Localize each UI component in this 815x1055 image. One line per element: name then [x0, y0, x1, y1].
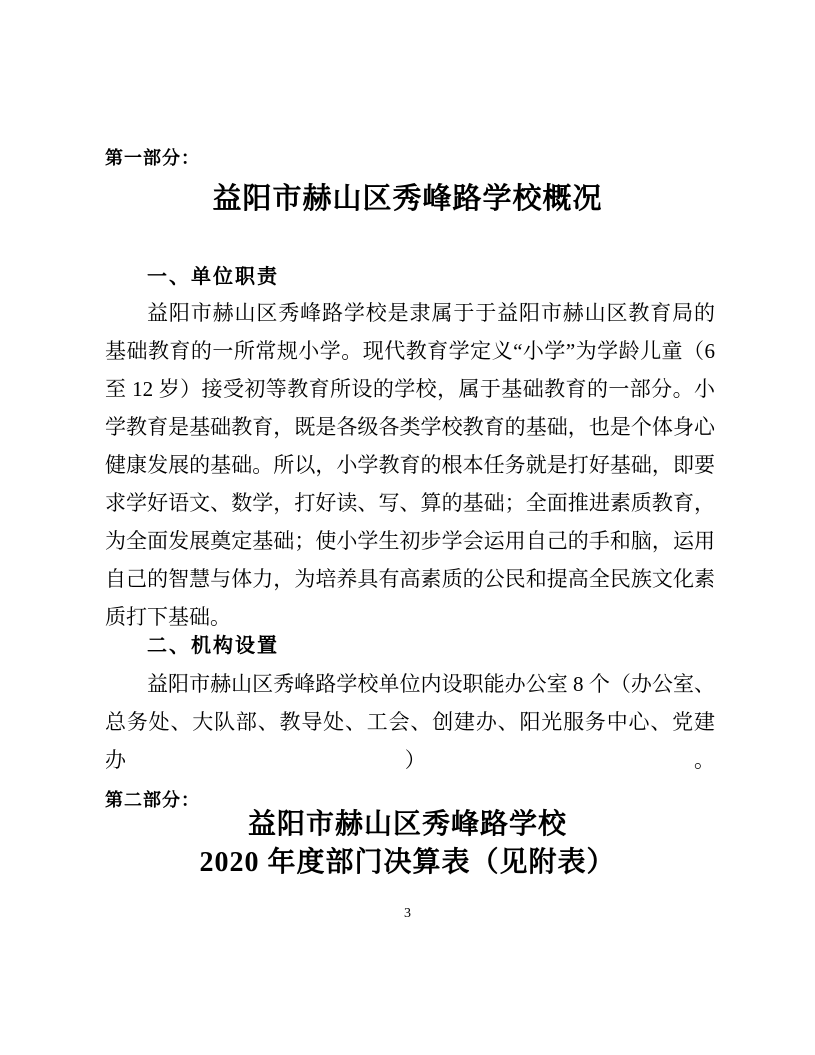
paragraph-line: 求学好语文、数学，打好读、写、算的基础；全面推进素质教育，	[105, 491, 715, 515]
paragraph-line: 至 12 岁）接受初等教育所设的学校，属于基础教育的一部分。小	[105, 377, 715, 401]
part1-label: 第一部分：	[105, 148, 200, 168]
paragraph-line: 质打下基础。	[105, 605, 231, 629]
page-number: 3	[404, 906, 411, 921]
paragraph-line: 益阳市赫山区秀峰路学校单位内设职能办公室 8 个（办公室、	[147, 672, 715, 696]
paragraph-line: 健康发展的基础。所以，小学教育的根本任务就是打好基础，即要	[105, 453, 715, 477]
paragraph-line: 基础教育的一所常规小学。现代教育学定义“小学”为学龄儿童（6	[105, 339, 715, 363]
part2-title	[0, 806, 815, 882]
part2-title-line2: 2020 年度部门决算表（见附表）	[199, 847, 616, 878]
section2-heading: 二、机构设置	[147, 635, 279, 657]
part1-title: 益阳市赫山区秀峰路学校概况	[212, 183, 603, 215]
section2-paragraph	[105, 665, 715, 779]
section1-heading: 一、单位职责	[147, 266, 279, 288]
paragraph-line: 为全面发展奠定基础；使小学生初步学会运用自己的手和脑，运用	[105, 529, 715, 553]
section1-paragraph	[105, 294, 715, 636]
paragraph-line: 益阳市赫山区秀峰路学校是隶属于于益阳市赫山区教育局的	[147, 301, 715, 325]
paragraph-line: 总务处、大队部、教导处、工会、创建办、阳光服务中心、党建办）。	[105, 710, 715, 772]
paragraph-line: 自己的智慧与体力，为培养具有高素质的公民和提高全民族文化素	[105, 567, 715, 591]
part2-label: 第二部分：	[105, 790, 200, 810]
part2-title-line1: 益阳市赫山区秀峰路学校	[247, 809, 567, 840]
paragraph-line: 学教育是基础教育，既是各级各类学校教育的基础，也是个体身心	[105, 415, 715, 439]
